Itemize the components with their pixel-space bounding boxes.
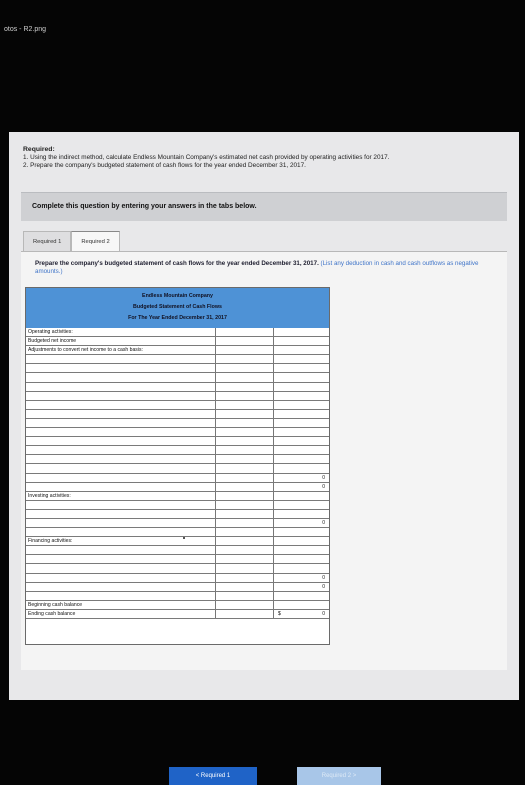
amount-value: 0 xyxy=(322,519,325,526)
entry-row xyxy=(26,410,329,419)
entry-row xyxy=(26,373,329,382)
financing-total-row xyxy=(26,583,329,592)
amount-cell xyxy=(273,519,329,527)
amount-cell xyxy=(273,446,329,454)
amount-cell xyxy=(273,364,329,372)
statement-period: For The Year Ended December 31, 2017 xyxy=(128,315,227,321)
amount-value: 0 xyxy=(322,474,325,481)
amount-value: 0 xyxy=(322,610,325,617)
statement-title: Budgeted Statement of Cash Flows xyxy=(133,304,222,310)
amount-input[interactable] xyxy=(215,564,273,572)
entry-row xyxy=(26,437,329,446)
financing-label: Financing activities: xyxy=(28,538,73,545)
amount-cell xyxy=(273,601,329,609)
amount-input[interactable] xyxy=(215,464,273,472)
tab-required-1[interactable]: Required 1 xyxy=(23,231,71,251)
amount-input[interactable] xyxy=(215,592,273,600)
amount-cell xyxy=(215,483,273,491)
net-income-row xyxy=(26,337,329,346)
entry-row xyxy=(26,455,329,464)
amount-value: 0 xyxy=(322,583,325,590)
required-item: 2. Prepare the company's budgeted statement of cash flows for the year ended December 31, 2017. xyxy=(23,162,306,169)
amount-cell xyxy=(215,328,273,336)
amount-cell xyxy=(273,428,329,436)
investing-total-row xyxy=(26,519,329,528)
amount-input[interactable] xyxy=(215,437,273,445)
amount-cell xyxy=(215,610,273,618)
amount-input[interactable] xyxy=(215,501,273,509)
entry-row xyxy=(26,592,329,601)
amount-cell xyxy=(273,474,329,482)
amount-cell xyxy=(273,555,329,563)
amount-cell xyxy=(273,510,329,518)
entry-row xyxy=(26,355,329,364)
amount-cell xyxy=(273,583,329,591)
ending-balance-row xyxy=(26,610,329,619)
amount-cell xyxy=(273,401,329,409)
entry-row xyxy=(26,383,329,392)
operating-subtotal-row xyxy=(26,474,329,483)
amount-cell xyxy=(273,419,329,427)
amount-cell xyxy=(215,346,273,354)
entry-row xyxy=(26,546,329,555)
small-dot xyxy=(183,537,185,539)
amount-input[interactable] xyxy=(215,428,273,436)
operating-row xyxy=(26,328,329,337)
amount-cell xyxy=(215,537,273,545)
instruction-text: Complete this question by entering your answers in the tabs below. xyxy=(32,203,257,210)
entry-row xyxy=(26,564,329,573)
previous-button[interactable]: < Required 1 xyxy=(169,767,257,785)
amount-cell xyxy=(273,464,329,472)
amount-input[interactable] xyxy=(215,401,273,409)
entry-row xyxy=(26,392,329,401)
amount-input[interactable] xyxy=(215,364,273,372)
amount-cell xyxy=(273,392,329,400)
amount-cell xyxy=(273,483,329,491)
content-panel xyxy=(21,251,507,779)
required-heading: Required: xyxy=(23,146,55,153)
amount-input[interactable] xyxy=(215,528,273,536)
entry-row xyxy=(26,510,329,519)
entry-row xyxy=(26,401,329,410)
cash-flow-statement xyxy=(25,287,330,645)
required-block xyxy=(23,146,498,170)
amount-cell xyxy=(273,437,329,445)
amount-input[interactable] xyxy=(215,455,273,463)
question-screen xyxy=(9,132,519,779)
entry-row xyxy=(26,528,329,537)
next-button[interactable]: Required 2 > xyxy=(297,767,381,785)
amount-cell xyxy=(215,601,273,609)
amount-input[interactable] xyxy=(215,446,273,454)
amount-input[interactable] xyxy=(215,383,273,391)
entry-row xyxy=(26,446,329,455)
amount-input[interactable] xyxy=(215,510,273,518)
navigation-area xyxy=(169,767,384,785)
amount-cell xyxy=(273,410,329,418)
amount-value: 0 xyxy=(322,483,325,490)
dollar-sign: $ xyxy=(278,610,281,617)
amount-cell xyxy=(215,492,273,500)
entry-row xyxy=(26,428,329,437)
financing-subtotal-row xyxy=(26,574,329,583)
amount-cell xyxy=(273,355,329,363)
statement-header xyxy=(26,288,329,328)
entry-row xyxy=(26,364,329,373)
amount-cell xyxy=(273,373,329,381)
amount-cell xyxy=(273,501,329,509)
window-title: otos - R2.png xyxy=(4,26,47,33)
entry-row xyxy=(26,464,329,473)
operating-label: Operating activities: xyxy=(28,329,73,335)
amount-cell xyxy=(273,537,329,545)
amount-cell xyxy=(215,337,273,345)
amount-cell xyxy=(273,546,329,554)
adjustments-row xyxy=(26,346,329,355)
prompt-text: Prepare the company's budgeted statement of cash flows for the year ended December 31, 2017. xyxy=(35,260,319,267)
amount-cell xyxy=(273,383,329,391)
ending-balance-label: Ending cash balance xyxy=(28,610,76,617)
financing-row xyxy=(26,537,329,546)
adjustments-label: Adjustments to convert net income to a cash basis: xyxy=(28,347,143,354)
beginning-balance-row xyxy=(26,601,329,610)
amount-cell xyxy=(273,492,329,500)
amount-input[interactable] xyxy=(215,392,273,400)
amount-cell xyxy=(273,592,329,600)
required-item: 1. Using the indirect method, calculate Endless Mountain Company's estimated net cash provided by operating activities for 2017. xyxy=(23,154,390,161)
beginning-balance-label: Beginning cash balance xyxy=(28,601,83,608)
instruction-bar xyxy=(21,192,507,221)
company-name: Endless Mountain Company xyxy=(142,293,213,299)
amount-cell xyxy=(215,583,273,591)
prompt xyxy=(35,260,500,276)
amount-cell xyxy=(215,574,273,582)
amount-input[interactable] xyxy=(215,373,273,381)
tab-required-2[interactable]: Required 2 xyxy=(71,231,119,251)
investing-label: Investing activities: xyxy=(28,492,71,499)
amount-cell xyxy=(273,346,329,354)
amount-input[interactable] xyxy=(215,410,273,418)
amount-cell xyxy=(215,474,273,482)
amount-input[interactable] xyxy=(215,555,273,563)
amount-value: 0 xyxy=(322,574,325,581)
amount-cell xyxy=(273,610,329,618)
amount-cell xyxy=(273,328,329,336)
amount-input[interactable] xyxy=(215,355,273,363)
amount-cell xyxy=(273,574,329,582)
amount-cell xyxy=(273,455,329,463)
entry-row xyxy=(26,555,329,564)
net-income-input[interactable] xyxy=(273,337,329,345)
amount-input[interactable] xyxy=(215,419,273,427)
entry-row xyxy=(26,419,329,428)
amount-cell xyxy=(215,519,273,527)
tab-row xyxy=(23,231,120,251)
net-income-label: Budgeted net income xyxy=(28,338,77,345)
investing-row xyxy=(26,492,329,501)
amount-input[interactable] xyxy=(215,546,273,554)
entry-row xyxy=(26,501,329,510)
prompt-note: (List any deduction in cash and cash outflows as negative amounts.) xyxy=(35,260,479,275)
amount-cell xyxy=(273,564,329,572)
amount-cell xyxy=(273,528,329,536)
operating-total-row xyxy=(26,483,329,492)
